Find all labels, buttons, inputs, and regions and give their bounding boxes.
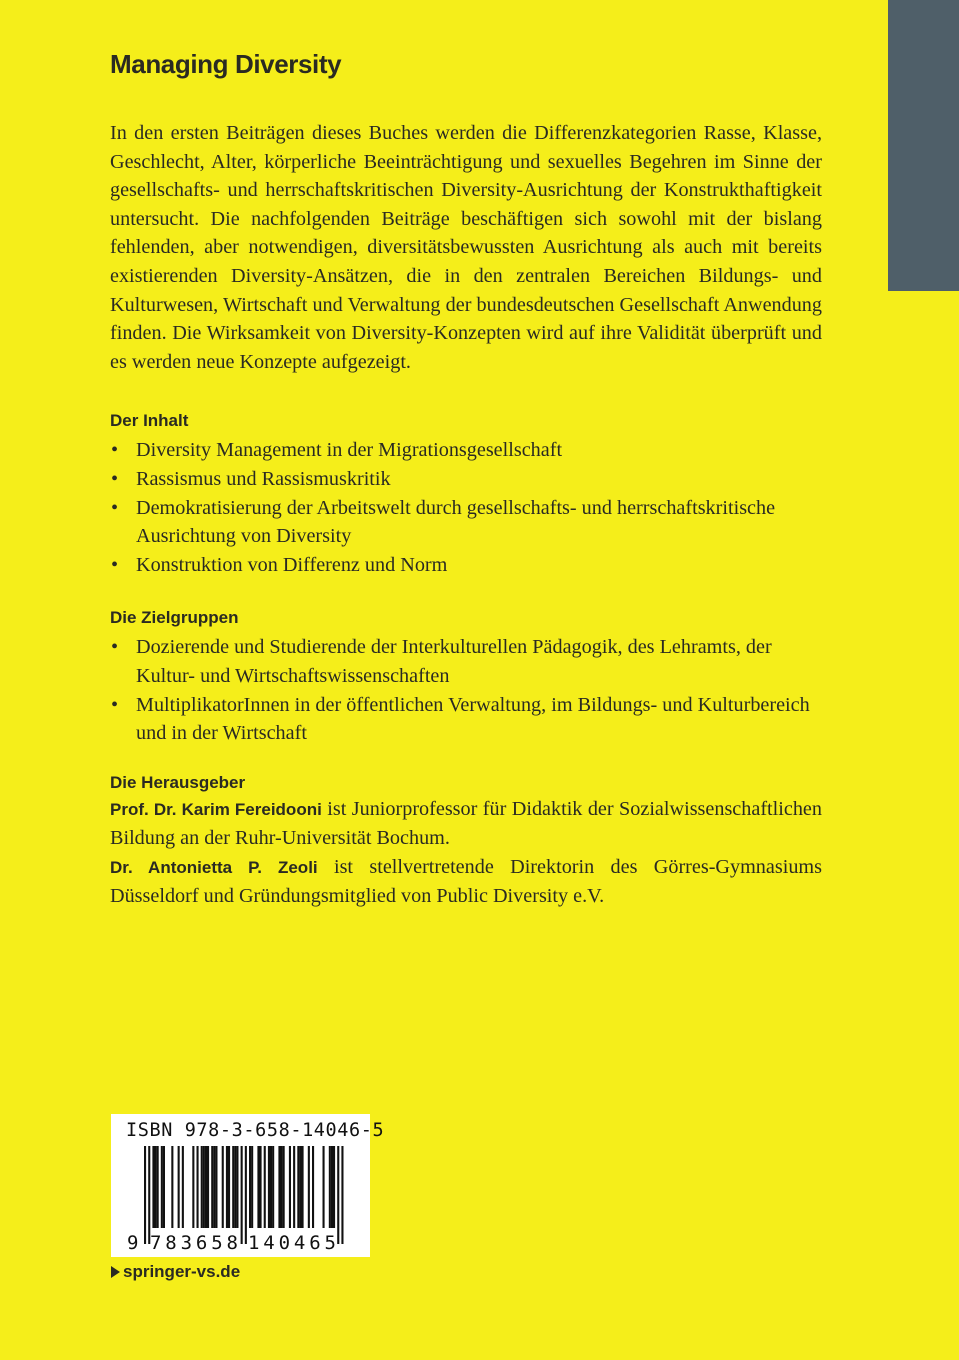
editor-description: ist Juniorprofessor für Didaktik der Sozialwissenschaftlichen Bildung an der Ruhr-Universität Bochum. <box>110 797 822 850</box>
barcode-bar <box>293 1146 295 1228</box>
barcode-bar <box>323 1146 325 1228</box>
editor-bio <box>110 853 822 911</box>
barcode-bar <box>289 1146 291 1228</box>
barcode-bar <box>192 1146 194 1228</box>
back-cover-content <box>110 48 822 911</box>
editor-name: Dr. Antonietta P. Zeoli <box>110 857 318 877</box>
barcode-bar <box>211 1146 213 1228</box>
barcode-bar <box>329 1146 331 1228</box>
list-item <box>110 691 822 748</box>
barcode-bar <box>178 1146 180 1228</box>
barcode-bar <box>272 1146 274 1228</box>
target-groups-heading: Die Zielgruppen <box>110 608 239 628</box>
barcode-bar <box>232 1146 234 1228</box>
isbn-label: ISBN 978-3-658-14046-5 <box>126 1120 385 1141</box>
list-item <box>110 436 822 465</box>
bullet-icon: • <box>111 496 119 519</box>
barcode-bar <box>228 1146 230 1228</box>
barcode-bar <box>155 1146 157 1228</box>
cover-side-tab <box>888 0 959 291</box>
barcode-bar <box>297 1146 299 1228</box>
book-description: In den ersten Beiträgen dieses Buches werden die Differenzkategorien Rasse, Klasse, Geschlecht, Alter, körperliche Beeinträchtigung und sexuelles Begehren im Sinne der gesellschafts- und herrschaftskritischen Diversity-Ausrichtung der Konstrukthaftigkeit untersucht. Die nachfolgenden Beiträge beschäftigen sich sowohl mit der bislang fehlenden, aber notwendigen, diversitätsbewussten Ausrichtung als auch mit bereits existierenden Diversity-Ansätzen, die in den zentralen Bereichen Bildungs- und Kulturwesen, Wirtschaft und Verwaltung der bundesdeutschen Gesellschaft Anwendung finden. Die Wirksamkeit von Diversity-Konzepten wird auf ihre Validität überprüft und es werden neue Konzepte aufgezeigt. <box>110 122 822 373</box>
bullet-icon: • <box>111 467 119 490</box>
bullet-icon: • <box>111 553 119 576</box>
barcode-bar <box>278 1146 280 1228</box>
editors-heading: Die Herausgeber <box>110 772 246 792</box>
barcode-bar <box>234 1146 236 1228</box>
barcode-bar <box>241 1146 243 1244</box>
barcode-bar <box>249 1146 251 1228</box>
barcode-bar <box>251 1146 253 1228</box>
list-item <box>110 494 822 551</box>
list-item <box>110 633 822 690</box>
barcode-bar <box>302 1146 304 1228</box>
editor-description: ist stellvertretende Direktorin des Görres-Gymnasiums Düsseldorf und Gründungsmitglied von Public Diversity e.V. <box>110 855 822 908</box>
barcode-bar <box>283 1146 285 1228</box>
barcode-bar <box>222 1146 224 1228</box>
barcode-left-digits: 783658 <box>150 1232 238 1254</box>
contents-list <box>110 436 822 579</box>
barcode-bar <box>197 1146 199 1228</box>
barcode-bar <box>331 1146 333 1228</box>
editor-bio <box>110 795 822 853</box>
target-groups-list <box>110 633 822 747</box>
bullet-icon: • <box>111 636 119 659</box>
barcode-bar <box>205 1146 207 1228</box>
list-item-text: Diversity Management in der Migrationsgesellschaft <box>136 439 563 462</box>
barcode-bar <box>226 1146 228 1228</box>
barcode-bar <box>312 1146 314 1228</box>
barcode-bar <box>144 1146 146 1244</box>
barcode-bar <box>152 1146 154 1228</box>
barcode-bar <box>203 1146 205 1228</box>
barcode-bar <box>308 1146 310 1228</box>
book-title: Managing Diversity <box>110 49 342 79</box>
barcode-graphic <box>111 1114 370 1257</box>
list-item <box>110 551 822 580</box>
barcode-bar <box>157 1146 159 1228</box>
barcode-bar <box>268 1146 270 1228</box>
list-item-text: Konstruktion von Differenz und Norm <box>136 553 448 576</box>
barcode-bar <box>148 1146 150 1244</box>
barcode-bar <box>333 1146 335 1228</box>
publisher-url: springer-vs.de <box>123 1262 241 1281</box>
list-item-text: Demokratisierung der Arbeitswelt durch gesellschafts- und herrschaftskritische Ausrichtung von Diversity <box>136 496 776 548</box>
bullet-icon: • <box>111 439 119 462</box>
barcode-bar <box>299 1146 301 1228</box>
bullet-icon: • <box>111 693 119 716</box>
barcode-bar <box>236 1146 238 1228</box>
barcode-bar <box>245 1146 247 1244</box>
barcode-bars <box>144 1146 344 1244</box>
barcode-bar <box>260 1146 262 1228</box>
barcode-first-digit: 9 <box>127 1232 139 1254</box>
barcode-bar <box>337 1146 339 1244</box>
barcode-bar <box>161 1146 163 1228</box>
barcode-bar <box>213 1146 215 1228</box>
barcode-bar <box>264 1146 266 1228</box>
publisher-link[interactable] <box>111 1262 240 1282</box>
list-item-text: Dozierende und Studierende der Interkulturellen Pädagogik, des Lehramts, der Kultur- und Wirtschaftswissenschaften <box>136 636 772 687</box>
barcode-bar <box>341 1146 343 1244</box>
barcode-bar <box>171 1146 173 1228</box>
barcode-bar <box>163 1146 165 1228</box>
editor-name: Prof. Dr. Karim Fereidooni <box>110 799 322 819</box>
isbn-barcode <box>111 1114 385 1257</box>
barcode-bar <box>257 1146 259 1228</box>
barcode-bar <box>281 1146 283 1228</box>
barcode-bar <box>201 1146 203 1228</box>
list-item-text: Rassismus und Rassismuskritik <box>136 467 391 490</box>
arrow-right-icon <box>111 1266 120 1278</box>
barcode-bar <box>182 1146 184 1228</box>
contents-heading: Der Inhalt <box>110 411 189 431</box>
list-item <box>110 465 822 494</box>
list-item-text: MultiplikatorInnen in der öffentlichen Verwaltung, im Bildungs- und Kulturbereich und in der Wirtschaft <box>136 693 810 745</box>
barcode-bar <box>270 1146 272 1228</box>
barcode-bar <box>215 1146 217 1228</box>
barcode-bar <box>207 1146 209 1228</box>
barcode-right-digits: 140465 <box>248 1232 336 1254</box>
